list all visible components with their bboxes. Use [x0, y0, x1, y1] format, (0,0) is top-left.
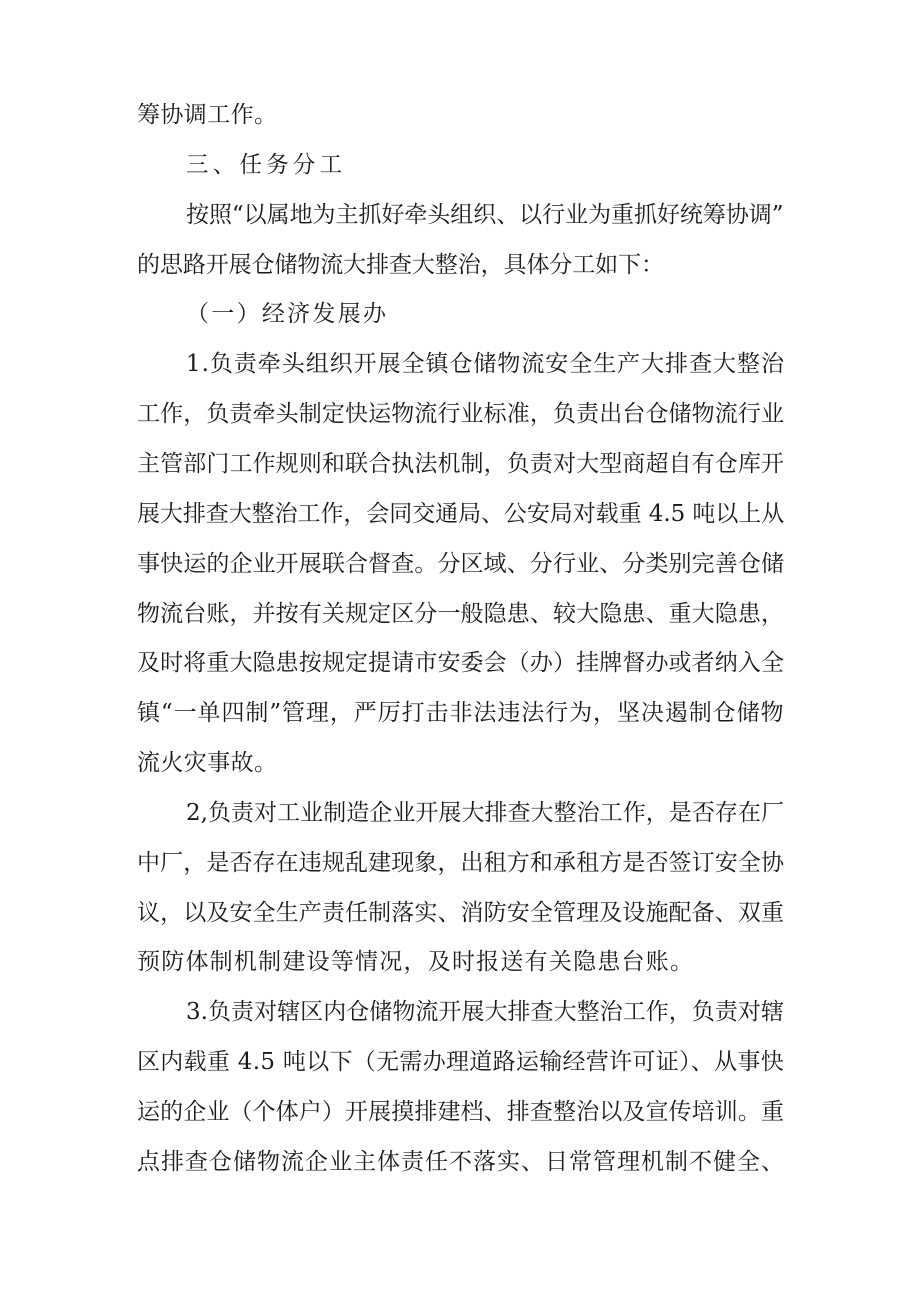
body-text-line: 展大排查大整治工作，会同交通局、公安局对载重 4.5 吨以上从: [137, 501, 785, 527]
body-text-line: 预防体制机制建设等情况，及时报送有关隐患台账。: [137, 949, 695, 975]
body-text-line: 2,负责对工业制造企业开展大排查大整治工作，是否存在厂: [186, 800, 784, 826]
body-text-line: 区内载重 4.5 吨以下（无需办理道路运输经营许可证）、从事快: [137, 1049, 784, 1075]
body-text-line: 3.负责对辖区内仓储物流开展大排查大整治工作，负责对辖: [186, 999, 784, 1025]
body-text-line: 工作，负责牵头制定快运物流行业标准，负责出台仓储物流行业: [137, 401, 785, 427]
body-text-line: 物流台账，并按有关规定区分一般隐患、较大隐患、重大隐患，: [137, 601, 785, 627]
body-text-line: 事快运的企业开展联合督查。分区域、分行业、分类别完善仓储: [137, 551, 785, 577]
body-text-line: 主管部门工作规则和联合执法机制，负责对大型商超自有仓库开: [137, 451, 785, 477]
body-text-line: 运的企业（个体户）开展摸排建档、排查整治以及宣传培训。重: [137, 1099, 785, 1125]
section-heading: 三、任务分工: [186, 152, 347, 178]
body-text-line: 的思路开展仓储物流大排查大整治，具体分工如下：: [137, 252, 664, 278]
body-text-line: 议，以及安全生产责任制落实、消防安全管理及设施配备、双重: [137, 900, 785, 926]
body-text-line: 1.负责牵头组织开展全镇仓储物流安全生产大排查大整治: [186, 351, 785, 377]
body-text-line: 及时将重大隐患按规定提请市安委会（办）挂牌督办或者纳入全: [137, 650, 785, 676]
body-text-line: 按照“以属地为主抓好牵头组织、以行业为重抓好统筹协调”: [186, 202, 784, 228]
body-text-line: 点排查仓储物流企业主体责任不落实、日常管理机制不健全、: [137, 1149, 785, 1175]
body-text-line: 镇“一单四制”管理，严厉打击非法违法行为，坚决遏制仓储物: [137, 700, 785, 726]
subsection-heading: （一）经济发展办: [186, 301, 389, 327]
body-text-line: 中厂，是否存在违规乱建现象，出租方和承租方是否签订安全协: [137, 850, 785, 876]
body-text-line: 流火灾事故。: [137, 750, 278, 776]
body-text-line: 筹协调工作。: [137, 102, 278, 128]
